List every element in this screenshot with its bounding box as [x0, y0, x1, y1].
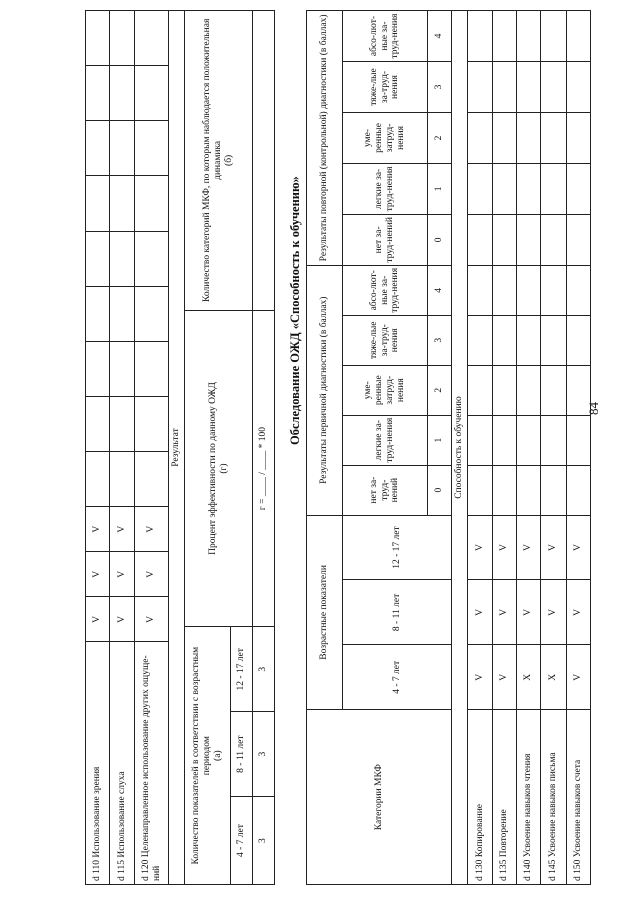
level: тяже-лые за-труд-нения [343, 315, 428, 365]
score: 0 [428, 465, 452, 515]
page-number: 84 [586, 402, 601, 415]
score: 1 [428, 415, 452, 465]
mark: V [493, 515, 517, 580]
mark: V [567, 515, 591, 580]
table-row [567, 11, 591, 885]
row-label: d 115 Использование слуха [110, 642, 135, 885]
mark: V [517, 580, 541, 645]
mark: V [86, 597, 110, 642]
primary-header: Результаты первичной диагностики (в баллах) [307, 265, 343, 515]
score: 0 [428, 214, 452, 265]
table-row [541, 11, 567, 885]
level: уме-ренные затруд-нения [343, 112, 428, 163]
score: 3 [428, 62, 452, 113]
age-col: 8 - 11 лет [343, 580, 452, 645]
age-col: 4 - 7 лет [343, 645, 452, 710]
score: 4 [428, 11, 452, 62]
mark: V [567, 645, 591, 710]
row-label: d 150 Усвоение навыков счета [567, 710, 591, 885]
table-row [517, 11, 541, 885]
table-row [468, 11, 493, 885]
main-table [306, 10, 591, 885]
row-label: d 135 Повторение [493, 710, 517, 885]
category-header: Категории МКФ [307, 710, 452, 885]
score: 2 [428, 365, 452, 415]
subsection-title: Способность к обучению [452, 11, 468, 885]
row-label: d 120 Целенаправленное использование других ощуще-ний [135, 642, 169, 885]
score: 3 [428, 315, 452, 365]
age-cell: 12 - 17 лет [231, 627, 253, 712]
value-cell: 3 [253, 797, 275, 885]
value-cell: 3 [253, 712, 275, 797]
mark: V [567, 580, 591, 645]
score: 4 [428, 265, 452, 315]
result-title: Результат [169, 11, 185, 885]
age-cell: 8 - 11 лет [231, 712, 253, 797]
age-cell: 4 - 7 лет [231, 797, 253, 885]
mark: V [493, 580, 517, 645]
mark: V [110, 552, 135, 597]
level: абсо-лют-ные за-труд-нения [343, 11, 428, 62]
level: нет за-труд-нений [343, 214, 428, 265]
mark: V [110, 507, 135, 552]
table-row [110, 11, 135, 885]
level: абсо-лют-ные за-труд-нения [343, 265, 428, 315]
mark: X [541, 645, 567, 710]
age-header: Возрастные показатели [307, 515, 343, 710]
level: уме-ренные затруд-нения [343, 365, 428, 415]
mark: V [135, 552, 169, 597]
score: 1 [428, 163, 452, 214]
age-col: 12 - 17 лет [343, 515, 452, 580]
result-count-header: Количество показателей в соответствии с возрастным периодом (а) [185, 627, 231, 885]
mark: X [517, 645, 541, 710]
table-row [493, 11, 517, 885]
top-table [85, 10, 169, 885]
mark: V [468, 515, 493, 580]
result-table [168, 10, 275, 885]
mark: V [468, 645, 493, 710]
table-row [86, 11, 110, 885]
mark: V [110, 597, 135, 642]
mark: V [541, 580, 567, 645]
mark: V [135, 507, 169, 552]
level: нет за-труд-нений [343, 465, 428, 515]
result-positive-header: Количество категорий МКФ, по которым наблюдается положительная динамика (б) [185, 11, 253, 311]
level: легкие за-труд-нения [343, 415, 428, 465]
mark: V [541, 515, 567, 580]
mark: V [517, 515, 541, 580]
row-label: d 130 Копирование [468, 710, 493, 885]
table-row [135, 11, 169, 885]
percent-formula: г = ____ / ____ * 100 [253, 310, 275, 627]
repeat-header: Результаты повторной (контрольной) диагностики (в баллах) [307, 11, 343, 266]
mark: V [86, 507, 110, 552]
mark: V [468, 580, 493, 645]
mark: V [135, 597, 169, 642]
positive-value [253, 11, 275, 311]
result-percent-header: Процент эффективности по данному ОЖД (г) [185, 310, 253, 627]
score: 2 [428, 112, 452, 163]
value-cell: 3 [253, 627, 275, 712]
row-label: d 110 Использование зрения [86, 642, 110, 885]
section-title: Обследование ОЖД «Способность к обучению» [288, 176, 302, 445]
mark: V [493, 645, 517, 710]
level: легкие за-труд-нения [343, 163, 428, 214]
level: тяже-лые за-труд-нения [343, 62, 428, 113]
row-label: d 140 Усвоение навыков чтения [517, 710, 541, 885]
row-label: d 145 Усвоение навыков письма [541, 710, 567, 885]
mark: V [86, 552, 110, 597]
